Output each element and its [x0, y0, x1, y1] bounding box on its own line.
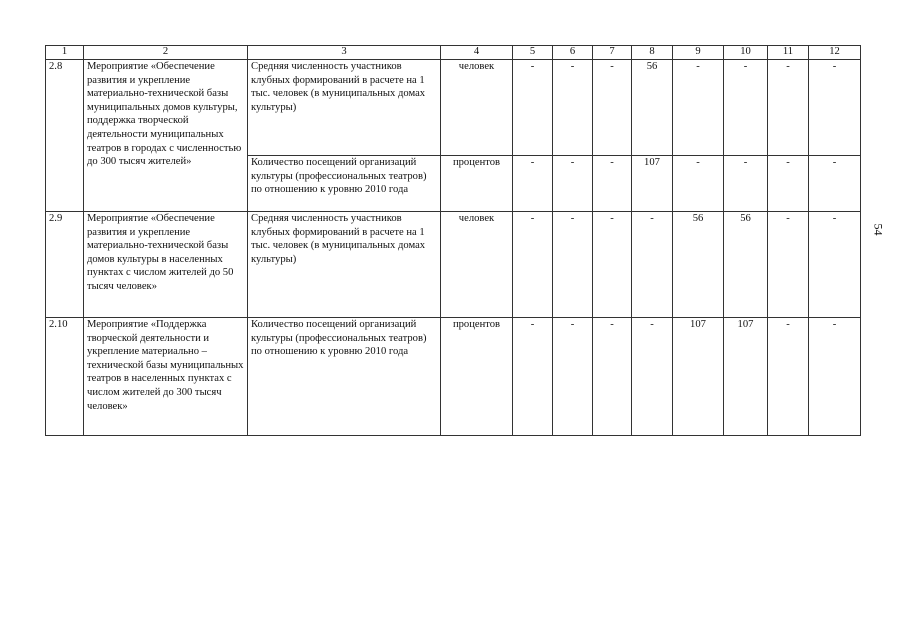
indicator-name: Количество посещений организаций культуры (профессиональных театров) по отношению к уровню 2010 года: [248, 318, 441, 436]
header-cell: 6: [553, 46, 593, 60]
indicator-unit: процентов: [441, 156, 513, 212]
table-row: [46, 60, 861, 156]
value-cell: 56: [724, 212, 768, 318]
value-cell: -: [553, 156, 593, 212]
indicator-name: Средняя численность участников клубных формирований в расчете на 1 тыс. человек (в муниципальных домах культуры): [248, 212, 441, 318]
value-cell: -: [632, 212, 673, 318]
indicator-name: Средняя численность участников клубных формирований в расчете на 1 тыс. человек (в муниципальных домах культуры): [248, 60, 441, 156]
event-description: Мероприятие «Обеспечение развития и укрепление материально-технической базы домов культуры в населенных пунктах с числом жителей до 50 тысяч человек»: [84, 212, 248, 318]
header-cell: 9: [673, 46, 724, 60]
header-cell: 4: [441, 46, 513, 60]
indicator-name: Количество посещений организаций культуры (профессиональных театров) по отношению к уровню 2010 года: [248, 156, 441, 212]
value-cell: -: [809, 212, 861, 318]
value-cell: -: [768, 60, 809, 156]
value-cell: -: [724, 156, 768, 212]
value-cell: -: [673, 156, 724, 212]
header-cell: 12: [809, 46, 861, 60]
value-cell: -: [768, 156, 809, 212]
indicator-unit: человек: [441, 60, 513, 156]
indicators-table: [45, 45, 861, 436]
page-number: 54: [871, 223, 886, 236]
header-cell: 2: [84, 46, 248, 60]
header-row: [46, 46, 861, 60]
header-cell: 11: [768, 46, 809, 60]
header-cell: 5: [513, 46, 553, 60]
row-number: 2.10: [46, 318, 84, 436]
event-description: Мероприятие «Обеспечение развития и укрепление материально-технической базы муниципальных домов культуры, поддержка творческой деятельности муниципальных театров в городах с численностью до 300 тысяч жителей»: [84, 60, 248, 212]
value-cell: -: [593, 60, 632, 156]
value-cell: -: [809, 60, 861, 156]
table-row: [46, 212, 861, 318]
header-cell: 7: [593, 46, 632, 60]
row-number: 2.9: [46, 212, 84, 318]
value-cell: -: [768, 212, 809, 318]
value-cell: -: [553, 60, 593, 156]
row-number: 2.8: [46, 60, 84, 212]
value-cell: 107: [724, 318, 768, 436]
indicator-unit: человек: [441, 212, 513, 318]
value-cell: -: [593, 156, 632, 212]
value-cell: -: [724, 60, 768, 156]
indicator-unit: процентов: [441, 318, 513, 436]
header-cell: 8: [632, 46, 673, 60]
value-cell: -: [593, 212, 632, 318]
header-cell: 3: [248, 46, 441, 60]
value-cell: 56: [632, 60, 673, 156]
header-cell: 1: [46, 46, 84, 60]
value-cell: 107: [632, 156, 673, 212]
value-cell: -: [673, 60, 724, 156]
value-cell: -: [513, 156, 553, 212]
value-cell: 107: [673, 318, 724, 436]
table-row: [46, 318, 861, 436]
value-cell: -: [809, 156, 861, 212]
event-description: Мероприятие «Поддержка творческой деятельности и укрепление материально – технической базы муниципальных театров в населенных пунктах с числом жителей до 300 тысяч человек»: [84, 318, 248, 436]
value-cell: 56: [673, 212, 724, 318]
header-cell: 10: [724, 46, 768, 60]
value-cell: -: [553, 212, 593, 318]
value-cell: -: [632, 318, 673, 436]
value-cell: -: [513, 212, 553, 318]
value-cell: -: [809, 318, 861, 436]
value-cell: -: [593, 318, 632, 436]
value-cell: -: [553, 318, 593, 436]
value-cell: -: [768, 318, 809, 436]
value-cell: -: [513, 318, 553, 436]
value-cell: -: [513, 60, 553, 156]
